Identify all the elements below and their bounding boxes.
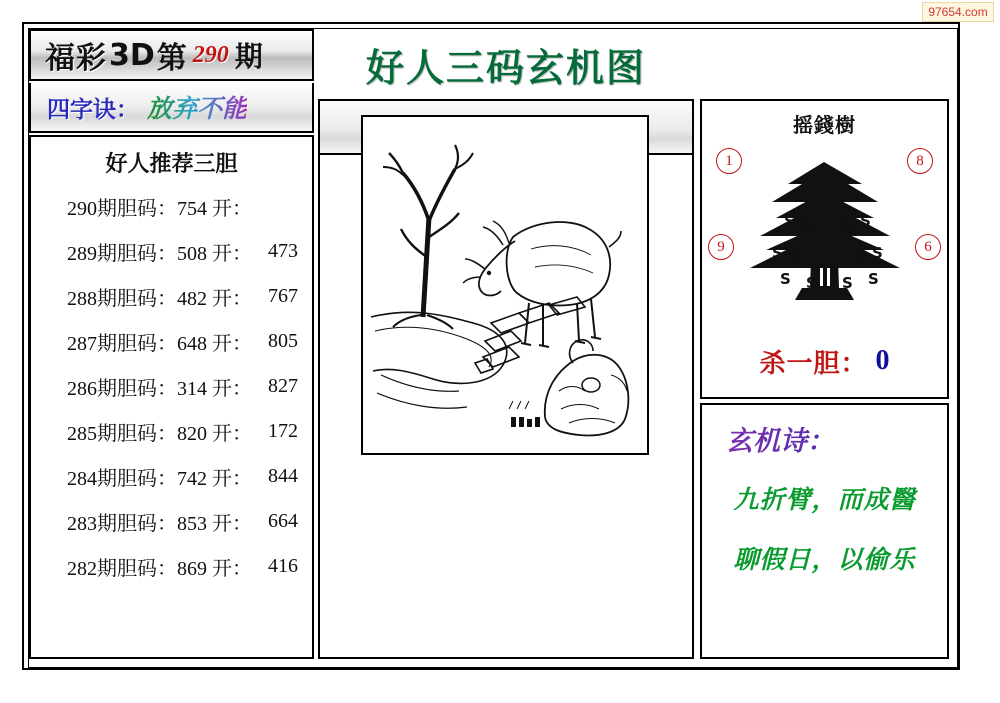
money-tree-svg (702, 138, 947, 328)
row-label: 283期胆码：853 开： (67, 513, 252, 535)
row-label: 287期胆码：648 开： (67, 333, 252, 355)
poem-line-2: 聊假日，以偷乐 (733, 547, 916, 574)
site-watermark: 97654.com (922, 2, 994, 22)
row-label: 284期胆码：742 开： (67, 468, 252, 490)
row-label: 285期胆码：820 开： (67, 423, 252, 445)
svg-text:S: S (868, 270, 879, 288)
table-row (31, 184, 312, 229)
issue-number: 290 (192, 41, 229, 68)
number-badge-bottom-left: 9 (708, 234, 734, 260)
table-row (31, 274, 312, 319)
table-row (31, 319, 312, 364)
riddle-illustration (361, 115, 649, 455)
svg-text:S: S (842, 274, 853, 292)
svg-text:S: S (780, 270, 791, 288)
number-badge-top-right: 8 (907, 148, 933, 174)
four-character-motto-band (29, 83, 314, 133)
motto-value: 放弃不能 (147, 89, 247, 125)
lottery-title-band (29, 29, 314, 81)
row-open-value: 473 (268, 240, 298, 262)
poem-line-1: 九折臂，而成醫 (733, 487, 916, 514)
row-open-value: 805 (268, 330, 298, 352)
lottery-game-label: 3D (109, 37, 155, 73)
table-row (31, 454, 312, 499)
table-row (31, 544, 312, 589)
issue-suffix-label: 期 (234, 40, 263, 73)
recommendation-list-panel (29, 135, 314, 659)
kill-one-row (702, 333, 947, 389)
table-row (31, 499, 312, 544)
row-open-value: 416 (268, 555, 298, 577)
money-tree-title: 摇錢樹 (793, 113, 856, 137)
left-column (29, 29, 314, 659)
poem-title: 玄机诗： (726, 419, 947, 458)
row-open-value: 767 (268, 285, 298, 307)
svg-text:S: S (842, 216, 853, 234)
riddle-poem-panel (700, 403, 949, 659)
money-tree-illustration (702, 138, 947, 328)
goat-tree-rock-drawing-svg (363, 117, 647, 453)
right-column (700, 29, 949, 659)
page-title (318, 29, 694, 99)
svg-text:S: S (802, 216, 813, 234)
center-column (318, 29, 694, 659)
issue-prefix-label: 第 (156, 41, 187, 76)
row-open-value: 827 (268, 375, 298, 397)
row-open-value: 172 (268, 420, 298, 442)
lottery-name-label: 福彩 (45, 41, 107, 76)
page-title-text: 好人三码玄机图 (365, 45, 646, 90)
svg-text:S: S (872, 244, 883, 262)
row-label: 286期胆码：314 开： (67, 378, 252, 400)
row-label: 288期胆码：482 开： (67, 288, 252, 310)
motto-label: 四字诀： (47, 96, 139, 123)
poster-outer-frame (22, 22, 960, 670)
table-row (31, 409, 312, 454)
number-badge-bottom-right: 6 (915, 234, 941, 260)
kill-one-label: 杀一胆： (759, 348, 868, 379)
svg-text:S: S (860, 212, 871, 230)
kill-one-value: 0 (875, 345, 890, 376)
number-badge-top-left: 1 (716, 148, 742, 174)
list-heading: 好人推荐三胆 (105, 152, 238, 177)
svg-text:S: S (806, 274, 817, 292)
table-row (31, 364, 312, 409)
money-tree-panel (700, 99, 949, 399)
row-open-value: 664 (268, 510, 298, 532)
table-row (31, 229, 312, 274)
row-label: 290期胆码：754 开： (67, 198, 252, 220)
row-label: 289期胆码：508 开： (67, 243, 252, 265)
svg-text:S: S (792, 248, 803, 266)
svg-text:S: S (784, 212, 795, 230)
svg-text:S: S (772, 244, 783, 262)
svg-text:S: S (852, 248, 863, 266)
row-label: 282期胆码：869 开： (67, 558, 252, 580)
row-open-value: 844 (268, 465, 298, 487)
